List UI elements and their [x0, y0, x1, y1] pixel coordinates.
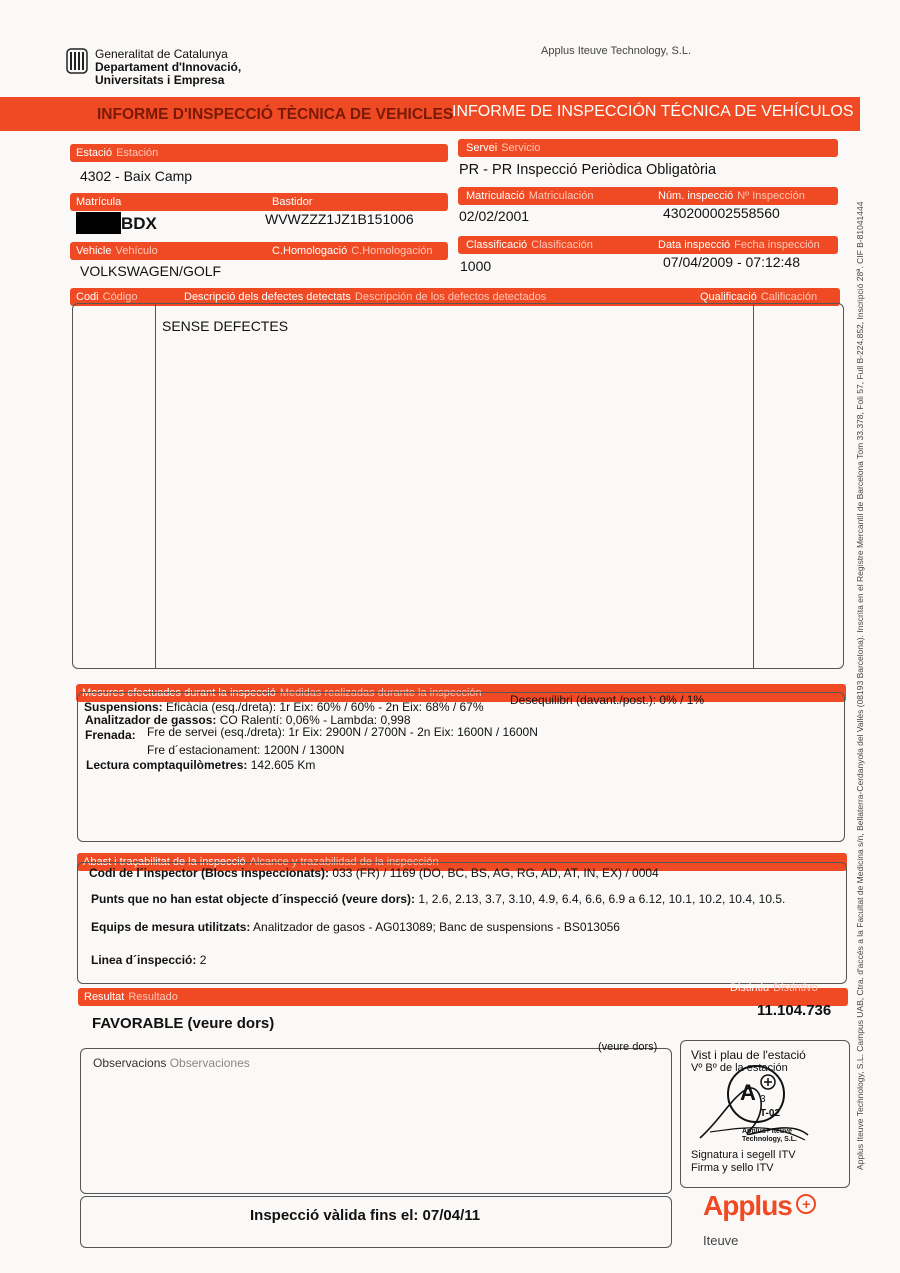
- linea-line: Linea d´inspecció: 2: [91, 953, 207, 967]
- servei-bar: Servei Servicio: [458, 139, 838, 157]
- gov-line1: Generalitat de Catalunya: [95, 47, 228, 61]
- punts-line: Punts que no han estat objecte d´inspecció (veure dors): 1, 2.6, 2.13, 3.7, 3.10, 4.9, 6.4, 6.6, 6.9 a 6.12, 10.1, 10.2, 10.4, 10.5.: [91, 892, 786, 906]
- defects-col-divider-2: [753, 304, 754, 668]
- title-bar: [0, 97, 860, 131]
- matricula-value: BDX: [121, 214, 157, 233]
- num-inspeccio-value: 430200002558560: [663, 205, 780, 221]
- defects-col-divider-1: [155, 304, 156, 668]
- visto-line1: Vist i plau de l'estació: [691, 1048, 806, 1062]
- validity-text: Inspecció vàlida fins el: 07/04/11: [250, 1207, 481, 1224]
- vehicle-value: VOLKSWAGEN/GOLF: [80, 263, 222, 279]
- applus-logo: [703, 1190, 816, 1222]
- gas-line: Analitzador de gassos: CO Ralentí: 0,06% - Lambda: 0,998: [85, 713, 411, 727]
- gov-line2: Departament d'Innovació,: [95, 60, 242, 74]
- classificacio-value: 1000: [460, 258, 492, 274]
- defects-table: [72, 303, 844, 669]
- distintiu-value: 11.104.736: [757, 1002, 832, 1019]
- title-ca: INFORME D'INSPECCIÓ TÈCNICA DE VEHICLES: [97, 106, 454, 123]
- svg-text:3: 3: [760, 1094, 766, 1105]
- bastidor-value: WVWZZZ1JZ1B151006: [265, 211, 414, 227]
- applus-plus-icon: +: [796, 1194, 816, 1214]
- fren-value2: Fre d´estacionament: 1200N / 1300N: [147, 743, 345, 757]
- servei-value: PR - PR Inspecció Periòdica Obligatòria: [459, 162, 717, 178]
- codi-line: Codi de l´inspector (Blocs inspeccionats): 033 (FR) / 1169 (DO, BC, BS, AG, RG, AD, AT, IN, EX) / 0004: [89, 866, 659, 880]
- desequilibri: Desequilibri (davant./post.): 0% / 1%: [510, 693, 705, 707]
- visto-line2: Vº Bº de la estación: [691, 1062, 788, 1074]
- estacio-bar: Estació Estación: [70, 144, 448, 162]
- applus-brand: Applus: [703, 1190, 792, 1221]
- classificacio-bar: Classificació Clasificación Data inspecció Fecha inspección: [458, 236, 838, 254]
- mesures-bar: Mesures efectuades durant la inspecció Medidas realizadas durante la inspección: [76, 684, 846, 702]
- legal-sidebar: Applus Iteuve Technology, S.L. Campus UAB, Ctra. d'accés a la Facultat de Medicina s/n, Bellaterra-Cerdanyola del Vallès (08193 Barcelona). Inscrita en el Registre Mercantil de Barcelona Tom 33.378, Foli 57, Full B-224.852, Inscripció 28ª. CIF B-81041444: [855, 201, 865, 1170]
- resultat-value: FAVORABLE (veure dors): [92, 1015, 275, 1032]
- estacio-value: 4302 - Baix Camp: [80, 168, 193, 184]
- stamp-code: T-02: [760, 1108, 781, 1119]
- company-name: Applus Iteuve Technology, S.L.: [541, 45, 692, 57]
- fren-value1: Fre de servei (esq./dreta): 1r Eix: 2900N / 2700N - 2n Eix: 1600N / 1600N: [147, 725, 538, 739]
- km-line: Lectura comptaquilòmetres: 142.605 Km: [86, 758, 316, 772]
- veure-dors: (veure dors): [598, 1041, 658, 1053]
- vehicle-bar: Vehicle Vehículo C.Homologació C.Homologación: [70, 242, 448, 260]
- plate-redaction: [76, 212, 121, 234]
- fren-line: Frenada:: [85, 728, 136, 742]
- susp-line: Suspensions: Eficàcia (esq./dreta): 1r Eix: 60% / 60% - 2n Eix: 68% / 67%: [84, 700, 484, 714]
- sig-line1: Signatura i segell ITV: [691, 1149, 796, 1161]
- resultat-bar: Resultat Resultado Distintiu Distintivo: [78, 988, 848, 1006]
- gov-line3: Universitats i Empresa: [95, 73, 225, 87]
- svg-text:A: A: [740, 1080, 756, 1105]
- defects-description: SENSE DEFECTES: [162, 318, 289, 334]
- observacions-label: Observacions Observaciones: [93, 1056, 250, 1070]
- stamp-company: Applus+ Iteuve Technology, S.L.: [742, 1128, 797, 1143]
- matriculacio-value: 02/02/2001: [459, 208, 530, 224]
- defects-header-bar: Codi Código Descripció dels defectes detectats Descripción de los defectos detectados Qualificació Calificación: [70, 288, 840, 306]
- abast-bar: Abast i traçabilitat de la inspecció Alcance y trazabilidad de la inspección: [77, 853, 847, 871]
- sig-line2: Firma y sello ITV: [691, 1162, 774, 1174]
- matriculacio-bar: Matriculació Matriculación Núm. inspecció Nº Inspección: [458, 187, 838, 205]
- title-es: INFORME DE INSPECCIÓN TÉCNICA DE VEHÍCULOS: [452, 103, 854, 120]
- equips-line: Equips de mesura utilitzats: Analitzador de gasos - AG013089; Banc de suspensions - BS013056: [91, 920, 620, 934]
- matricula-bar: Matrícula Bastidor: [70, 193, 448, 211]
- applus-sub: Iteuve: [703, 1233, 739, 1248]
- data-inspeccio-value: 07/04/2009 - 07:12:48: [663, 254, 801, 270]
- generalitat-logo-icon: [66, 48, 88, 74]
